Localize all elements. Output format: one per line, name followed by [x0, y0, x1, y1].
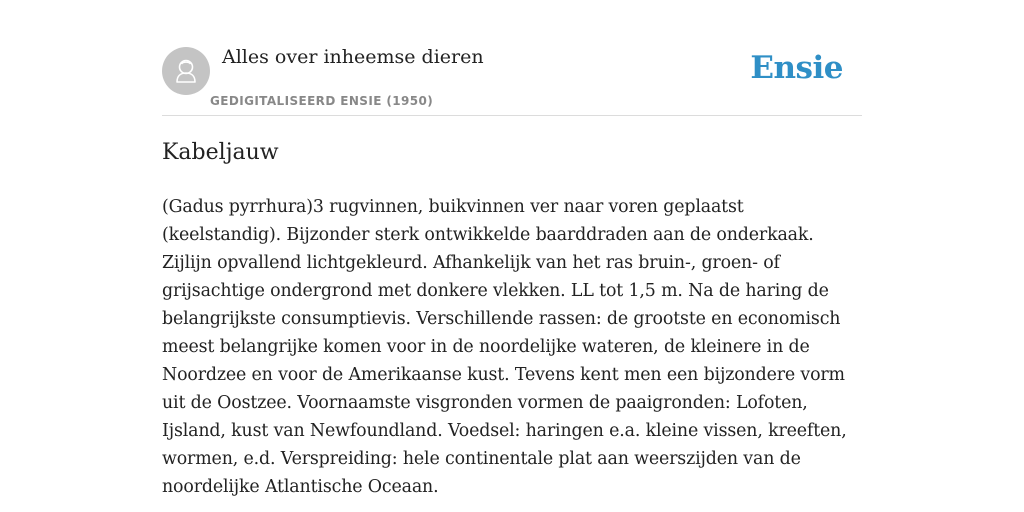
source-subtitle: GEDIGITALISEERD ENSIE (1950)	[210, 94, 434, 108]
article-title: Kabeljauw	[162, 140, 279, 165]
source-header	[162, 0, 862, 116]
ensie-logo[interactable]: Ensie	[750, 50, 843, 86]
source-avatar[interactable]	[162, 47, 210, 95]
source-title[interactable]: Alles over inheemse dieren	[222, 46, 484, 68]
article-card	[162, 0, 862, 497]
article-body: (Gadus pyrrhura)3 rugvinnen, buikvinnen ver naar voren geplaatst (keelstandig). Bijzonder sterk ontwikkelde baarddraden aan de onderkaak. Zijlijn opvallend lichtgekleurd. Afhankelijk van het ras bruin-, groen- of grijsachtige ondergrond met donkere vlekken. LL tot 1,5 m. Na de haring de belangrijkste consumptievis. Verschillende rassen: de grootste en economisch meest belangrijke komen voor in de noordelijke wateren, de kleinere in de Noordzee en voor de Amerikaanse kust. Tevens kent men een bijzondere vorm uit de Oostzee. Voornaamste visgronden vormen de paaigronden: Lofoten, Ijsland, kust van Newfoundland. Voedsel: haringen e.a. kleine vissen, kreeften, wormen, e.d. Verspreiding: hele continentale plat aan weerszijden van de noordelijke Atlantische Oceaan.	[162, 197, 847, 497]
user-icon	[162, 47, 210, 95]
